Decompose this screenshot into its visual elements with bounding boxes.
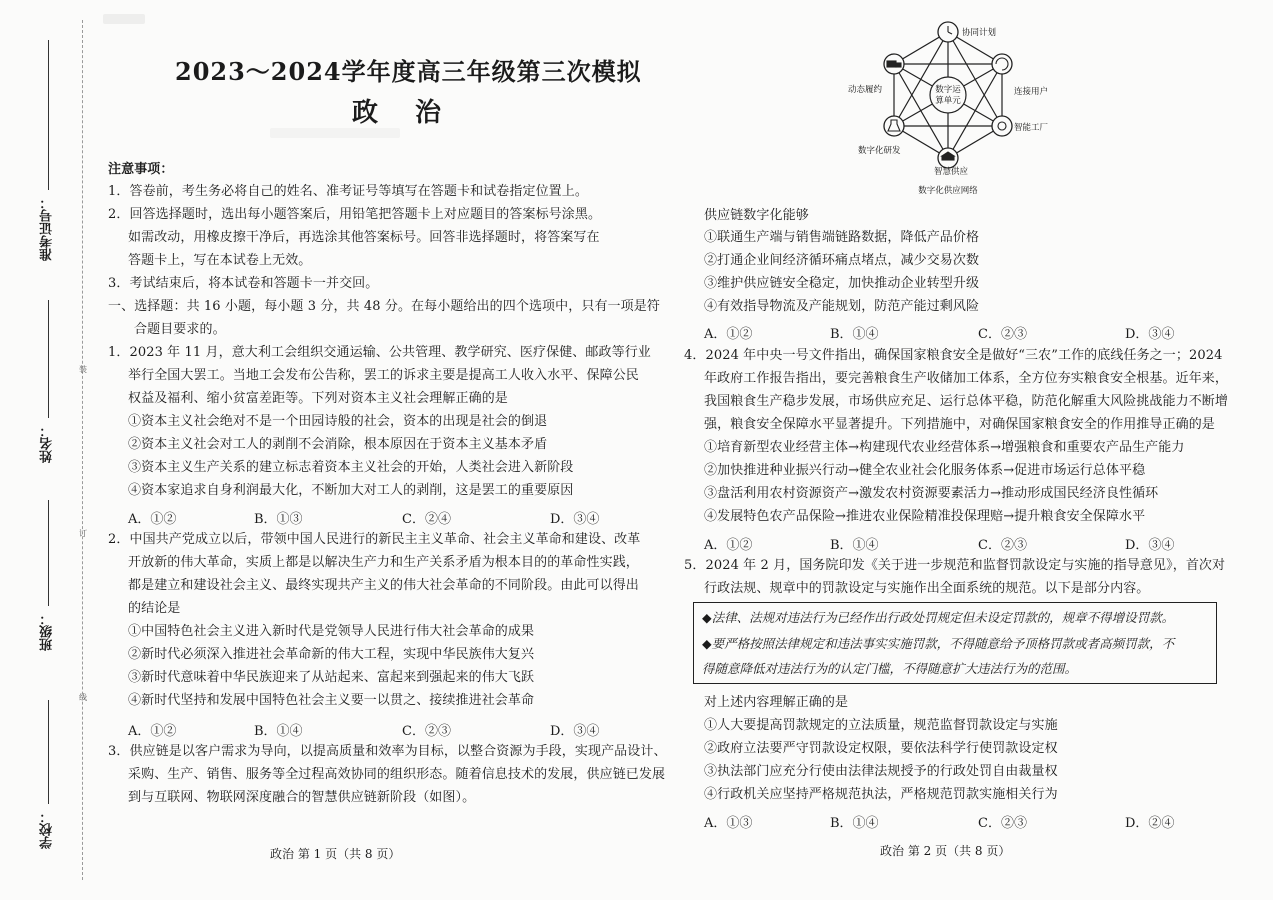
exam-id-field[interactable]: [48, 40, 49, 190]
q1-option-d[interactable]: D．③④: [550, 512, 600, 527]
q5-option-b[interactable]: B．①④: [830, 816, 879, 831]
note-line: 3．考试结束后，将本试卷和答题卡一并交回。: [108, 276, 379, 291]
q3-option-c[interactable]: C．②③: [978, 327, 1027, 342]
q5-question: 对上述内容理解正确的是: [704, 695, 849, 710]
q1-stem: 1．2023 年 11 月，意大利工会组织交通运输、公共管理、教学研究、医疗保健、邮政等行业: [108, 345, 651, 360]
q5-statement: ①人大要提高罚款规定的立法质量，规范监督罚款设定与实施: [704, 718, 1058, 733]
notes-heading: 注意事项：: [108, 162, 174, 177]
q4-statement: ④发展特色农产品保险→推进农业保险精准投保理赔→提升粮食安全保障水平: [704, 509, 1146, 524]
q1-option-a[interactable]: A．①②: [128, 512, 177, 527]
q1-stem: 举行全国大罢工。当地工会发布公告称，罢工的诉求主要是提高工人收入水平、保障公民: [128, 368, 639, 383]
q4-statement: ①培育新型农业经营主体→构建现代农业经营体系→增强粮食和重要农产品生产能力: [704, 440, 1185, 455]
note-line: 答题卡上，写在本试卷上无效。: [128, 253, 312, 268]
footer-page-1: 政治 第 1 页（共 8 页）: [270, 847, 401, 861]
q2-stem: 2．中国共产党成立以后，带领中国人民进行的新民主主义革命、社会主义革命和建设、改革: [108, 532, 641, 547]
scan-smudge: [103, 14, 145, 24]
q4-statement: ③盘活利用农村资源资产→激发农村资源要素活力→推动形成国民经济良性循环: [704, 486, 1159, 501]
q5-statement: ④行政机关应坚持严格规范执法，严格规范罚款实施相关行为: [704, 787, 1058, 802]
q5-statement: ②政府立法要严守罚款设定权限，要依法科学行使罚款设定权: [704, 741, 1058, 756]
q3-statement: ④有效指导物流及产能规划，防范产能过剩风险: [704, 299, 980, 314]
exam-id-label: 准考证号：: [40, 196, 55, 261]
school-label: 学校：: [40, 810, 55, 849]
q4-option-d[interactable]: D．③④: [1125, 538, 1175, 553]
q2-statement: ③新时代意味着中华民族迎来了从站起来、富起来到强起来的伟大飞跃: [128, 670, 535, 685]
footer-page-2: 政治 第 2 页（共 8 页）: [880, 844, 1011, 858]
node-label-digital-rd: 数字化研发: [858, 145, 901, 155]
q4-option-b[interactable]: B．①④: [830, 538, 879, 553]
q5-stem: 行政法规、规章中的罚款设定与实施作出全面系统的规范。以下是部分内容。: [704, 581, 1150, 596]
q5-box-line: 得随意降低对违法行为的认定门槛，不得随意扩大违法行为的范围。: [702, 661, 1078, 676]
q5-material-box: [693, 602, 1217, 684]
q5-statement: ③执法部门应充分行使由法律法规授予的行政处罚自由裁量权: [704, 764, 1058, 779]
q1-statement: ④资本家追求自身利润最大化，不断加大对工人的剥削，这是罢工的重要原因: [128, 483, 574, 498]
q4-stem: 我国粮食生产稳步发展，市场供应充足、运行总体平稳，防范化解重大风险挑战能力不断增: [704, 394, 1229, 409]
school-field[interactable]: [48, 700, 49, 804]
q3-option-a[interactable]: A．①②: [704, 327, 753, 342]
q3-statement: ①联通生产端与销售端链路数据，降低产品价格: [704, 230, 980, 245]
subject-title: 政 治: [352, 98, 456, 128]
q4-statement: ②加快推进种业振兴行动→健全农业社会化服务体系→促进市场运行总体平稳: [704, 463, 1146, 478]
center-label-line-1: 数字运: [935, 84, 961, 94]
cut-mark: 装: [79, 365, 87, 374]
q3-stem: 到与互联网、物联网深度融合的智慧供应链新阶段（如图）。: [128, 790, 476, 805]
q3-stem: 3．供应链是以客户需求为导向，以提高质量和效率为目标，以整合资源为手段，实现产品设计、: [108, 744, 667, 759]
q2-statement: ④新时代坚持和发展中国特色社会主义要一以贯之、接续推进社会革命: [128, 693, 535, 708]
q3-statement: ③维护供应链安全稳定，加快推动企业转型升级: [704, 276, 980, 291]
cut-mark: 订: [79, 529, 87, 538]
section-heading-cont: 合题目要求的。: [134, 322, 226, 337]
node-label-smart-factory: 智能工厂: [1014, 122, 1049, 132]
class-field[interactable]: [48, 500, 49, 606]
q4-stem: 年政府工作报告指出，要完善粮食生产收储加工体系，全方位夯实粮食安全根基。近年来，: [704, 371, 1229, 386]
section-heading: 一、选择题：共 16 小题，每小题 3 分，共 48 分。在每小题给出的四个选项中，只有一项是符: [108, 299, 660, 314]
node-label-smart-supply: 智慧供应: [934, 166, 969, 176]
q3-option-d[interactable]: D．③④: [1125, 327, 1175, 342]
q2-option-b[interactable]: B．①④: [254, 724, 303, 739]
q3-statement: ②打通企业间经济循环痛点堵点，减少交易次数: [704, 253, 980, 268]
node-label-dynamic-fulfil: 动态履约: [848, 84, 883, 94]
q1-stem: 权益及福利、缩小贫富差距等。下列对资本主义社会理解正确的是: [128, 391, 508, 406]
q2-stem: 都是建立和建设社会主义、最终实现共产主义的伟大社会革命的不同阶段。由此可以得出: [128, 578, 639, 593]
q1-option-c[interactable]: C．②④: [402, 512, 451, 527]
q1-statement: ②资本主义社会对工人的剥削不会消除，根本原因在于资本主义基本矛盾: [128, 437, 548, 452]
name-field[interactable]: [48, 300, 49, 418]
q3-stem: 采购、生产、销售、服务等全过程高效协同的组织形态。随着信息技术的发展，供应链已发展: [128, 767, 666, 782]
q2-option-d[interactable]: D．③④: [550, 724, 600, 739]
binding-dashed-line: [82, 20, 83, 880]
q5-option-a[interactable]: A．①③: [704, 816, 753, 831]
q1-option-b[interactable]: B．①③: [254, 512, 303, 527]
q4-option-c[interactable]: C．②③: [978, 538, 1027, 553]
q4-stem: 4．2024 年中央一号文件指出，确保国家粮食安全是做好“三农”工作的底线任务之一；2024: [684, 348, 1223, 363]
q3-question: 供应链数字化能够: [704, 208, 809, 223]
q2-option-a[interactable]: A．①②: [128, 724, 177, 739]
cut-mark: 线: [79, 693, 87, 702]
flask-icon: [884, 116, 904, 136]
q4-stem: 强，粮食安全保障水平显著提升。下列措施中，对确保国家粮食安全的作用推导正确的是: [704, 417, 1215, 432]
class-label: 班级：: [40, 612, 55, 651]
name-label: 姓名：: [40, 424, 55, 463]
note-line: 2．回答选择题时，选出每小题答案后，用铅笔把答题卡上对应题目的答案标号涂黑。: [108, 207, 602, 222]
diagram-caption: 数字化供应网络: [918, 185, 978, 195]
scan-smudge: [270, 128, 400, 138]
node-label-collab-plan: 协同计划: [962, 27, 997, 37]
q5-box-line: ◆法律、法规对违法行为已经作出行政处罚规定但未设定罚款的，规章不得增设罚款。: [702, 610, 1175, 625]
center-label-line-2: 算单元: [935, 95, 961, 105]
supply-network-diagram: [842, 18, 1062, 200]
node-label-connect-users: 连接用户: [1014, 86, 1049, 96]
q2-stem: 的结论是: [128, 601, 181, 616]
gear-icon: [992, 116, 1012, 136]
q1-statement: ①资本主义社会绝对不是一个田园诗般的社会，资本的出现是社会的倒退: [128, 414, 548, 429]
q5-option-d[interactable]: D．②④: [1125, 816, 1175, 831]
refresh-icon: [992, 54, 1012, 74]
q4-option-a[interactable]: A．①②: [704, 538, 753, 553]
note-line: 如需改动，用橡皮擦干净后，再选涂其他答案标号。回答非选择题时，将答案写在: [128, 230, 600, 245]
q5-box-line: ◆要严格按照法律规定和违法事实实施罚款，不得随意给予顶格罚款或者高频罚款，不: [702, 636, 1175, 651]
page-title: 2023～2024学年度高三年级第三次模拟: [175, 57, 642, 86]
q2-option-c[interactable]: C．②③: [402, 724, 451, 739]
q2-statement: ②新时代必须深入推进社会革命新的伟大工程，实现中华民族伟大复兴: [128, 647, 535, 662]
q2-statement: ①中国特色社会主义进入新时代是党领导人民进行伟大社会革命的成果: [128, 624, 535, 639]
q5-stem: 5．2024 年 2 月，国务院印发《关于进一步规范和监督罚款设定与实施的指导意见》，首次对: [684, 558, 1226, 573]
note-line: 1．答卷前，考生务必将自己的姓名、准考证号等填写在答题卡和试卷指定位置上。: [108, 184, 588, 199]
q2-stem: 开放新的伟大革命，实质上都是以解决生产力和生产关系矛盾为根本目的的革命性实践，: [128, 555, 639, 570]
q5-option-c[interactable]: C．②③: [978, 816, 1027, 831]
q3-option-b[interactable]: B．①④: [830, 327, 879, 342]
q1-statement: ③资本主义生产关系的建立标志着资本主义社会的开始，人类社会进入新阶段: [128, 460, 574, 475]
